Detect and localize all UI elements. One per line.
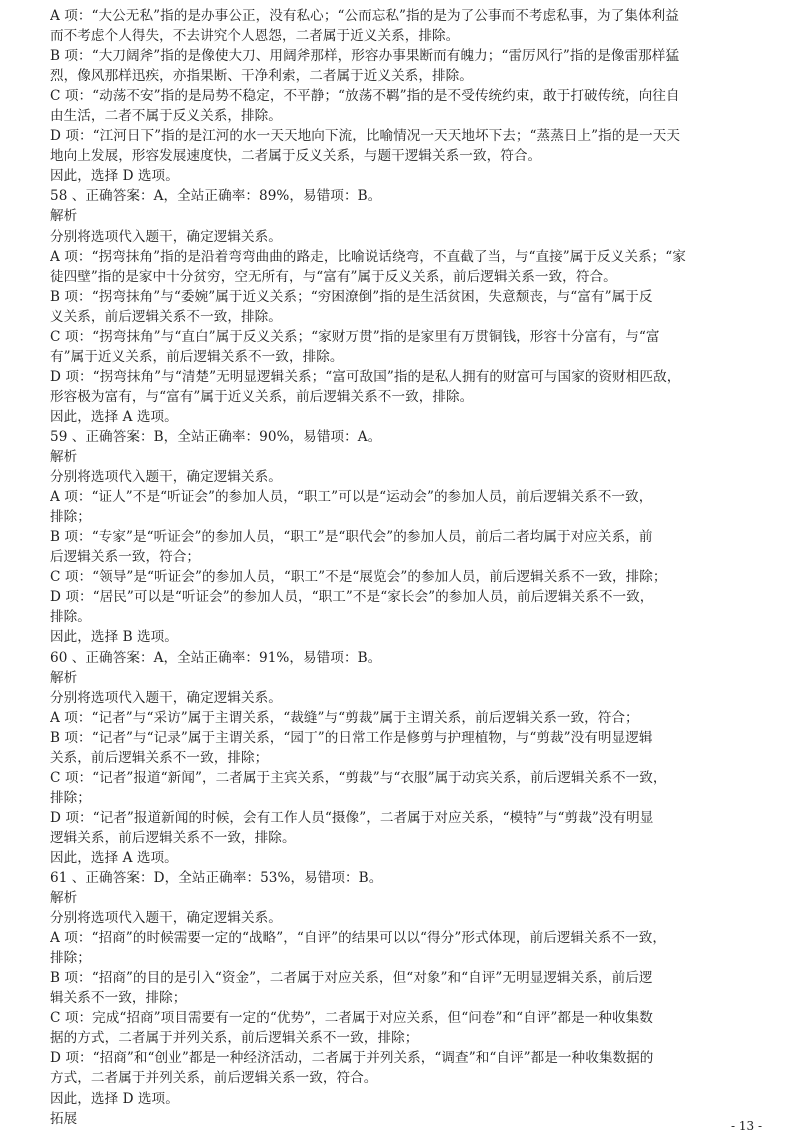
text-line: 因此，选择 A 选项。 <box>50 408 178 425</box>
text-line: A 项：“拐弯抹角”指的是沿着弯弯曲曲的路走，比喻说话绕弯，不直截了当，与“直接”属于反义关系；“家 <box>50 248 686 265</box>
text-line: A 项：“证人”不是“听证会”的参加人员，“职工”可以是“运动会”的参加人员，前后逻辑关系不一致， <box>50 489 653 506</box>
text-line: 解析 <box>50 208 78 225</box>
text-line: C 项：“领导”是“听证会”的参加人员，“职工”不是“展览会”的参加人员，前后逻辑关系不一致，排除； <box>50 569 667 586</box>
text-line: 而不考虑个人得失，不去讲究个人恩怨，二者属于近义关系，排除。 <box>50 28 460 45</box>
text-line: 解析 <box>50 669 78 686</box>
text-line: 因此，选择 B 选项。 <box>50 629 178 646</box>
text-line: 排除。 <box>50 609 91 626</box>
text-line: 60 、正确答案：A，全站正确率：91%，易错项：B。 <box>50 649 382 666</box>
text-line: 解析 <box>50 449 78 466</box>
text-line: 后逻辑关系一致，符合； <box>50 549 201 566</box>
text-line: 辑关系不一致，排除； <box>50 990 187 1007</box>
text-line: 义关系，前后逻辑关系不一致，排除。 <box>50 308 282 325</box>
text-line: D 项：“江河日下”指的是江河的水一天天地向下流，比喻情况一天天地坏下去；“蒸蒸日上”指的是一天天 <box>50 128 680 145</box>
text-line: 烈，像风那样迅疾，亦指果断、干净利索，二者属于近义关系，排除。 <box>50 68 473 85</box>
text-line: 分别将选项代入题干，确定逻辑关系。 <box>50 228 282 245</box>
text-line: B 项：“记者”与“记录”属于主谓关系，“园丁”的日常工作是修剪与护理植物，与“剪裁”没有明显逻辑 <box>50 729 653 746</box>
text-line: A 项：“招商”的时候需要一定的“战略”，“自评”的结果可以以“得分”形式体现，前后逻辑关系不一致， <box>50 930 666 947</box>
text-line: 58 、正确答案：A，全站正确率：89%，易错项：B。 <box>50 188 382 205</box>
text-line: 排除； <box>50 509 91 526</box>
text-line: 排除； <box>50 789 91 806</box>
text-line: C 项：“记者”报道“新闻”，二者属于主宾关系，“剪裁”与“衣服”属于动宾关系，前后逻辑关系不一致， <box>50 769 667 786</box>
text-line: D 项：“招商”和“创业”都是一种经济活动，二者属于并列关系，“调查”和“自评”都是一种收集数据的 <box>50 1050 654 1067</box>
text-line: B 项：“拐弯抹角”与“委婉”属于近义关系；“穷困潦倒”指的是生活贫困，失意颓丧，与“富有”属于反 <box>50 288 653 305</box>
text-line: 据的方式，二者属于并列关系，前后逻辑关系不一致，排除； <box>50 1030 419 1047</box>
text-line: C 项：“动荡不安”指的是局势不稳定，不平静；“放荡不羁”指的是不受传统约束，敢于打破传统，向往自 <box>50 88 680 105</box>
text-line: B 项：“招商”的目的是引入“资金”，二者属于对应关系，但“对象”和“自评”无明显逻辑关系，前后逻 <box>50 970 653 987</box>
text-line: 因此，选择 D 选项。 <box>50 1090 179 1107</box>
text-line: 由生活，二者不属于反义关系，排除。 <box>50 108 282 125</box>
text-line: 徒四壁”指的是家中十分贫穷，空无所有，与“富有”属于反义关系，前后逻辑关系一致，符合。 <box>50 268 617 285</box>
text-line: 解析 <box>50 890 78 907</box>
text-line: C 项：完成“招商”项目需要有一定的“优势”，二者属于对应关系，但“问卷”和“自评”都是一种收集数 <box>50 1010 653 1027</box>
text-line: 有”属于近义关系，前后逻辑关系不一致，排除。 <box>50 348 344 365</box>
text-line: B 项：“大刀阔斧”指的是像使大刀、用阔斧那样，形容办事果断而有魄力；“雷厉风行”指的是像雷那样猛 <box>50 48 680 65</box>
text-line: 逻辑关系，前后逻辑关系不一致，排除。 <box>50 829 296 846</box>
text-line: 因此，选择 A 选项。 <box>50 849 178 866</box>
text-line: 61 、正确答案：D，全站正确率：53%，易错项：B。 <box>50 870 383 887</box>
text-line: 分别将选项代入题干，确定逻辑关系。 <box>50 910 282 927</box>
text-line: 关系，前后逻辑关系不一致，排除； <box>50 749 269 766</box>
text-line: 形容极为富有，与“富有”属于近义关系，前后逻辑关系不一致，排除。 <box>50 388 474 405</box>
text-line: 分别将选项代入题干，确定逻辑关系。 <box>50 689 282 706</box>
text-line: 排除； <box>50 950 91 967</box>
text-line: 地向上发展，形容发展速度快，二者属于反义关系，与题干逻辑关系一致，符合。 <box>50 148 542 165</box>
document-body <box>50 6 760 1129</box>
text-line: 方式，二者属于并列关系，前后逻辑关系一致，符合。 <box>50 1070 378 1087</box>
text-line: C 项：“拐弯抹角”与“直白”属于反义关系；“家财万贯”指的是家里有万贯铜钱，形容十分富有，与“富 <box>50 328 660 345</box>
text-line: 因此，选择 D 选项。 <box>50 168 179 185</box>
text-line: A 项：“记者”与“采访”属于主谓关系，“裁缝”与“剪裁”属于主谓关系，前后逻辑关系一致，符合； <box>50 709 639 726</box>
text-line: 59 、正确答案：B，全站正确率：90%，易错项：A。 <box>50 428 382 445</box>
text-line: D 项：“拐弯抹角”与“清楚”无明显逻辑关系；“富可敌国”指的是私人拥有的财富可与国家的资财相匹敌， <box>50 368 681 385</box>
text-line: 拓展 <box>50 1110 78 1127</box>
text-line: B 项：“专家”是“听证会”的参加人员，“职工”是“职代会”的参加人员，前后二者均属于对应关系，前 <box>50 529 653 546</box>
text-line: 分别将选项代入题干，确定逻辑关系。 <box>50 469 282 486</box>
page-number: - 13 - <box>730 1119 762 1133</box>
text-line: D 项：“记者”报道新闻的时候，会有工作人员“摄像”，二者属于对应关系，“模特”与“剪裁”没有明显 <box>50 809 654 826</box>
text-line: A 项：“大公无私”指的是办事公正，没有私心；“公而忘私”指的是为了公事而不考虑私事，为了集体利益 <box>50 8 679 24</box>
text-line: D 项：“居民”可以是“听证会”的参加人员，“职工”不是“家长会”的参加人员，前后逻辑关系不一致， <box>50 589 654 606</box>
